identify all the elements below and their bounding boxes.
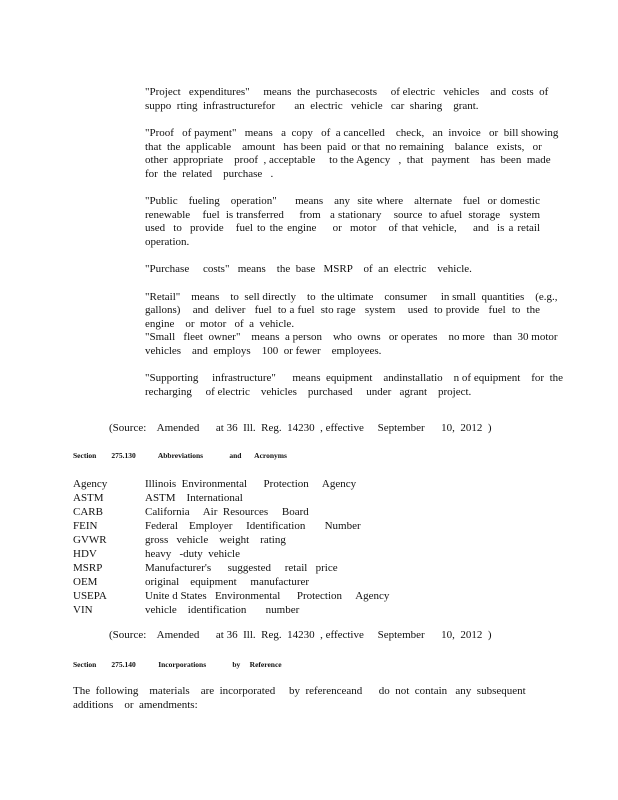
definition-line: recharging of electric vehicles purchased under agrant project. bbox=[145, 385, 472, 398]
incorporations-paragraph bbox=[73, 685, 526, 712]
abbreviation-meaning: original equipment manufacturer bbox=[145, 576, 310, 588]
definition-line: engine or motor of a vehicle. bbox=[145, 317, 295, 330]
paragraph-line: The following materials are incorporated by referenceand do not contain any subsequent bbox=[73, 685, 526, 697]
abbreviation-term: GVWR bbox=[73, 534, 107, 546]
abbreviation-row bbox=[73, 505, 389, 519]
abbreviation-row bbox=[73, 575, 389, 589]
definition-paragraph bbox=[145, 290, 558, 332]
abbreviation-row bbox=[73, 547, 389, 561]
definition-line: that the applicable amount has been paid or that no remaining balance exists, or bbox=[145, 140, 542, 153]
abbreviations-table bbox=[73, 477, 389, 617]
section-number: Section 275.140 bbox=[73, 660, 136, 669]
abbreviation-term: Agency bbox=[73, 478, 108, 490]
definition-paragraph bbox=[145, 86, 549, 113]
source-note: (Source: Amended at 36 Ill. Reg. 14230 , effective September 10, 2012 ) bbox=[109, 422, 492, 434]
definition-paragraph bbox=[145, 127, 559, 181]
abbreviation-row bbox=[73, 477, 389, 491]
definition-line: renewable fuel is transferred from a stationary source to afuel storage system bbox=[145, 208, 540, 221]
definition-line: "Proof of payment" means a copy of a cancelled check, an invoice or bill showing bbox=[145, 127, 559, 139]
abbreviation-row bbox=[73, 603, 389, 617]
abbreviation-term: OEM bbox=[73, 576, 98, 588]
abbreviation-term: MSRP bbox=[73, 562, 103, 574]
definition-paragraph bbox=[145, 195, 540, 249]
section-title: Abbreviations and Acronyms bbox=[157, 451, 287, 460]
definition-line: "Project expenditures" means the purchasecosts of electric vehicles and costs of bbox=[145, 86, 549, 98]
definition-line: for the related purchase . bbox=[145, 167, 274, 180]
abbreviation-meaning: vehicle identification number bbox=[145, 604, 300, 616]
abbreviation-term: HDV bbox=[73, 548, 97, 560]
abbreviation-meaning: gross vehicle weight rating bbox=[145, 534, 286, 546]
abbreviation-meaning: California Air Resources Board bbox=[145, 506, 309, 518]
abbreviation-row bbox=[73, 561, 389, 575]
abbreviation-term: ASTM bbox=[73, 492, 104, 504]
definition-line: "Small fleet owner" means a person who owns or operates no more than 30 motor bbox=[145, 331, 558, 343]
abbreviation-row bbox=[73, 589, 389, 603]
definition-line: "Retail" means to sell directly to the ultimate consumer in small quantities (e.g., bbox=[145, 290, 558, 303]
section-number: Section 275.130 bbox=[73, 451, 136, 460]
abbreviation-row bbox=[73, 491, 389, 505]
abbreviation-term: USEPA bbox=[73, 590, 107, 602]
definition-line: operation. bbox=[145, 235, 190, 248]
abbreviation-meaning: Manufacturer's suggested retail price bbox=[145, 562, 338, 574]
definition-paragraph bbox=[145, 331, 558, 358]
definition-line: "Public fueling operation" means any site where alternate fuel or domestic bbox=[145, 195, 540, 207]
abbreviation-meaning: Illinois Environmental Protection Agency bbox=[145, 478, 357, 490]
definition-line: other appropriate proof , acceptable to the Agency , that payment has been made bbox=[145, 154, 551, 166]
abbreviation-meaning: ASTM International bbox=[145, 492, 243, 504]
abbreviation-term: VIN bbox=[73, 604, 93, 616]
definition-line: suppo rting infrastructurefor an electric vehicle car sharing grant. bbox=[145, 99, 479, 112]
paragraph-line: additions or amendments: bbox=[73, 698, 198, 711]
definition-line: "Supporting infrastructure" means equipment andinstallatio n of equipment for the bbox=[145, 372, 564, 384]
section-title: Incorporations by Reference bbox=[158, 660, 282, 669]
definition-line: used to provide fuel to the engine or motor of that vehicle, and is a retail bbox=[145, 222, 540, 234]
source-note: (Source: Amended at 36 Ill. Reg. 14230 , effective September 10, 2012 ) bbox=[109, 629, 492, 641]
definition-line: gallons) and deliver fuel to a fuel sto rage system used to provide fuel to the bbox=[145, 304, 540, 316]
definition-line: "Purchase costs" means the base MSRP of an electric vehicle. bbox=[145, 263, 472, 275]
definition-paragraph bbox=[145, 263, 540, 277]
abbreviation-row bbox=[73, 533, 389, 547]
abbreviation-meaning: Unite d States Environmental Protection Agency bbox=[145, 590, 390, 602]
definition-line: vehicles and employs 100 or fewer employees. bbox=[145, 344, 382, 357]
section-heading-130 bbox=[73, 451, 287, 460]
abbreviation-row bbox=[73, 519, 389, 533]
definition-paragraph bbox=[145, 372, 564, 399]
section-heading-140 bbox=[73, 660, 282, 669]
abbreviation-term: FEIN bbox=[73, 520, 98, 532]
definitions-list bbox=[145, 86, 564, 413]
abbreviation-meaning: heavy -duty vehicle bbox=[145, 548, 240, 560]
abbreviation-term: CARB bbox=[73, 506, 103, 518]
abbreviation-meaning: Federal Employer Identification Number bbox=[145, 520, 361, 532]
